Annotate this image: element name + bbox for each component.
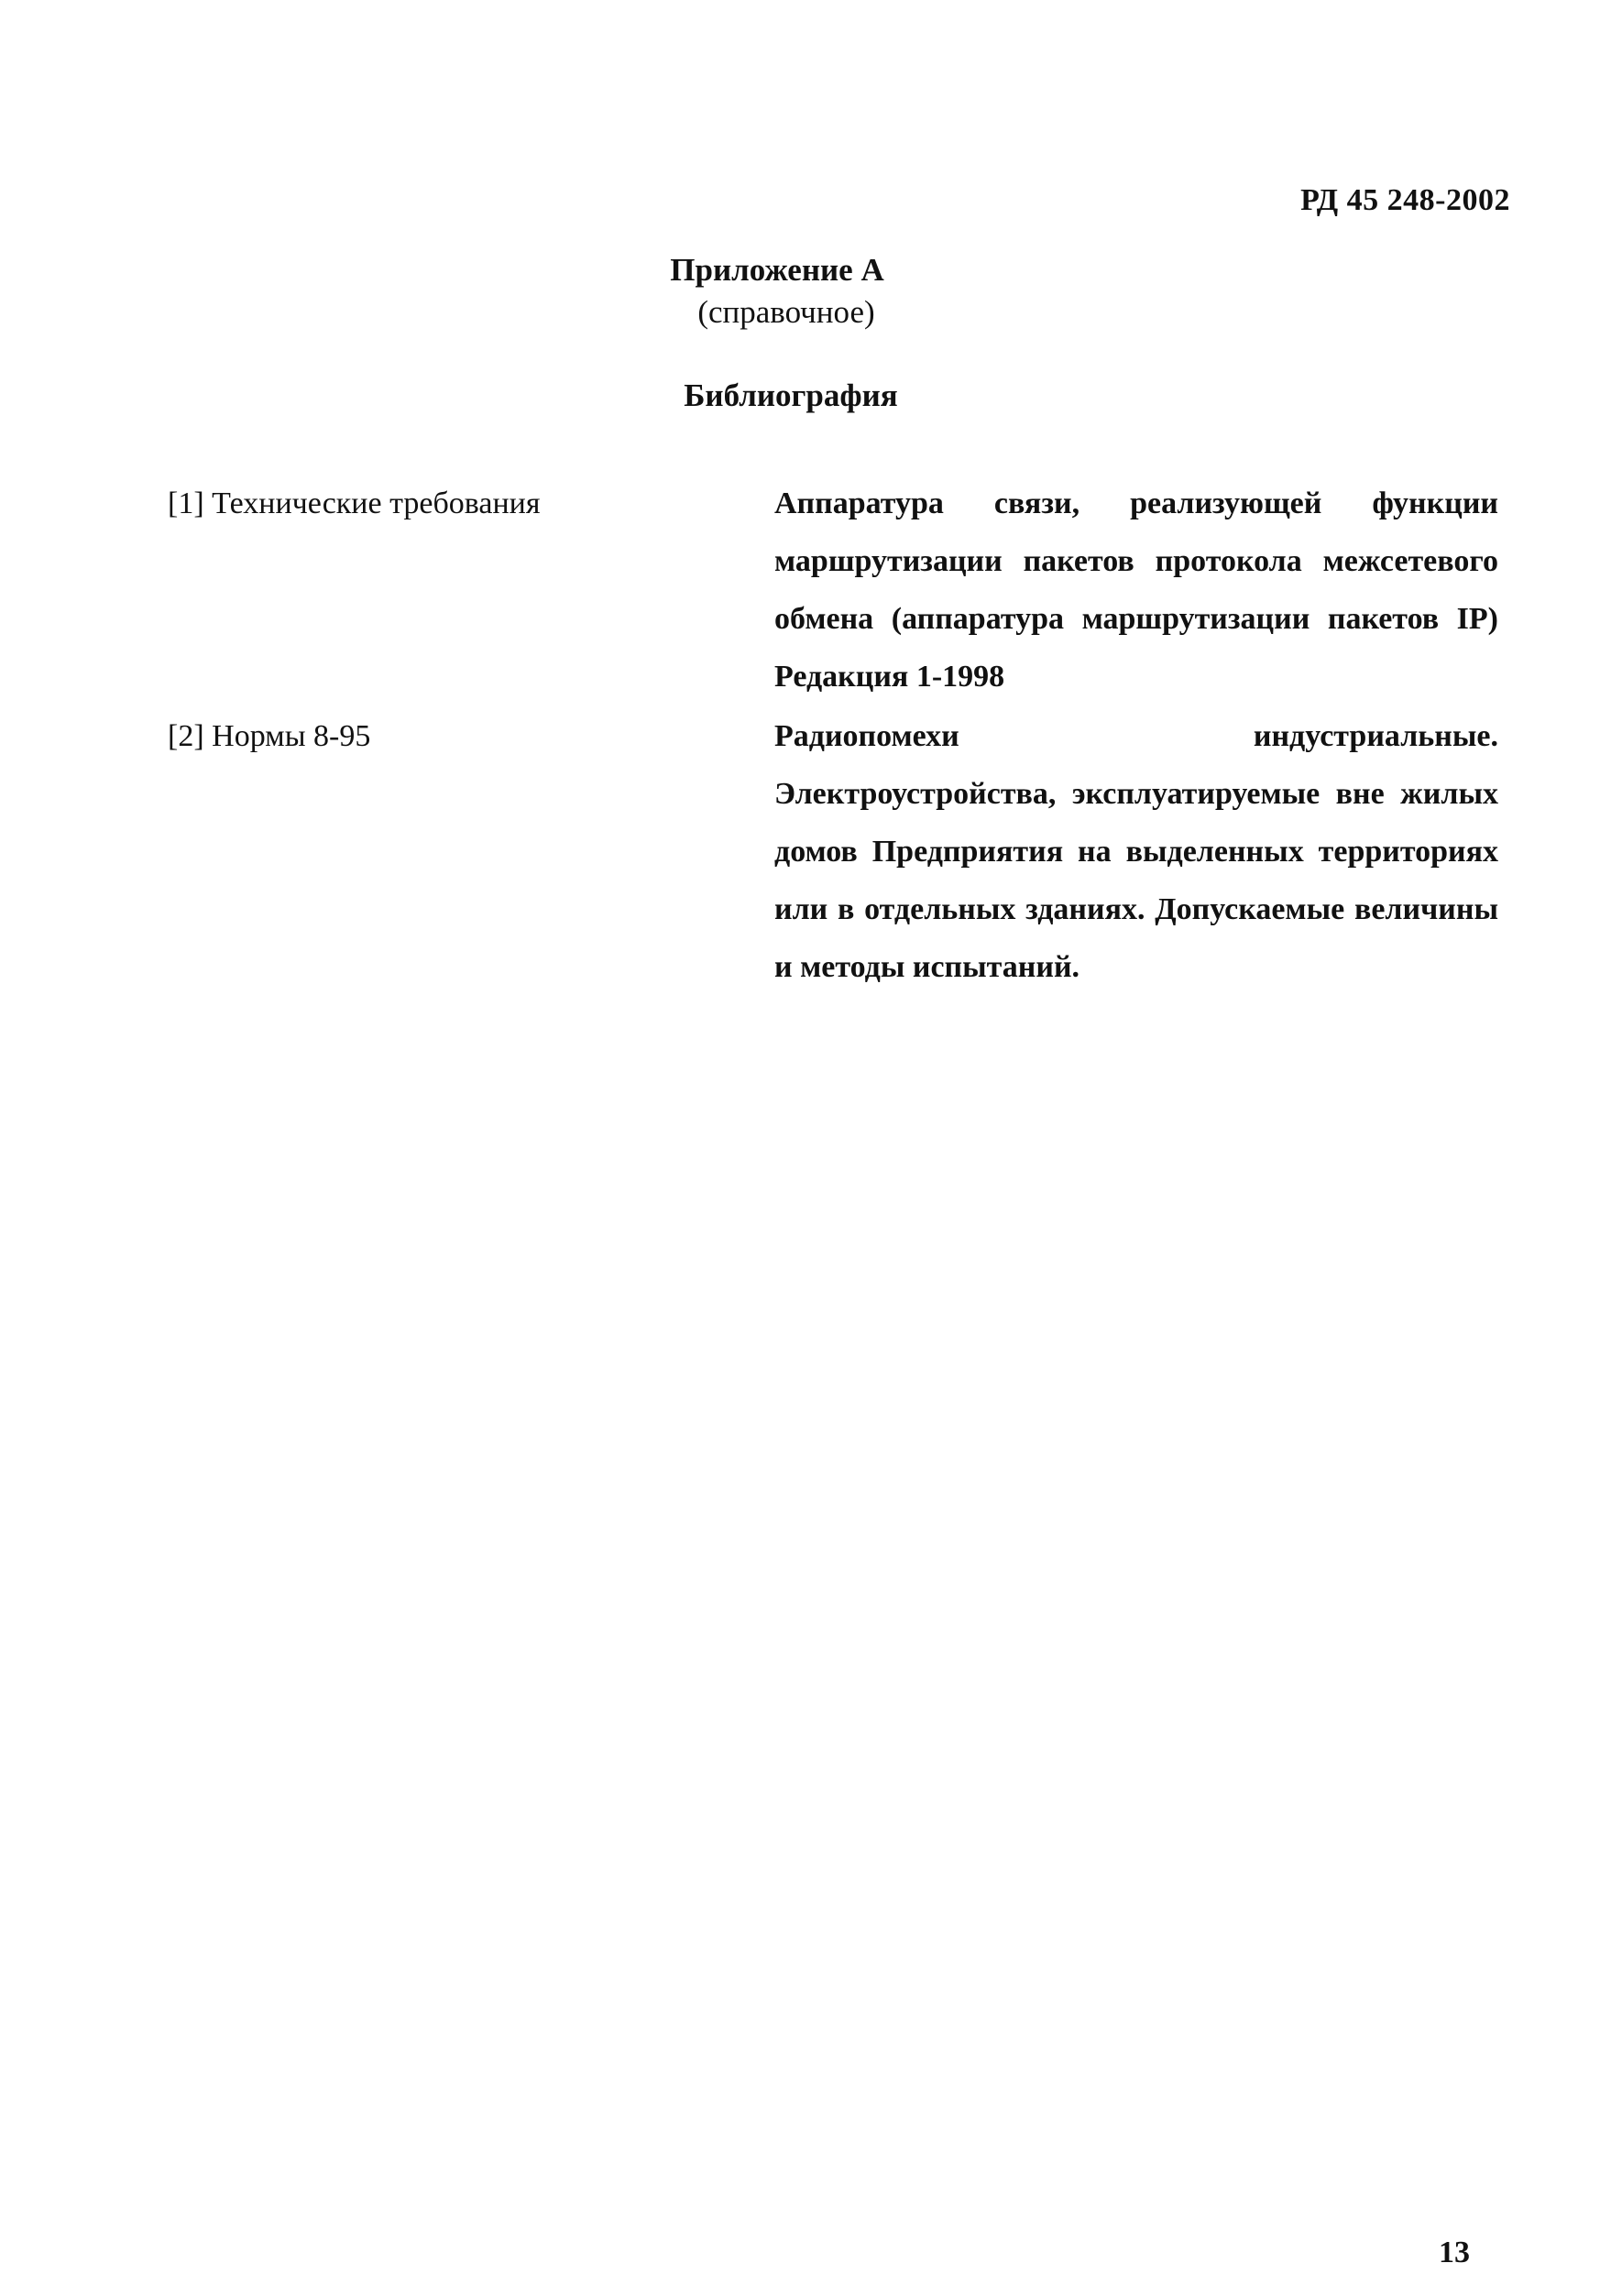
- bibliography-entry-description: Радиопомехи индустриальные. Электроустройства, эксплуатируемые вне жилых домов Предприятия на выделенных территориях или в отдельных зданиях. Допускаемые величины и методы испытаний.: [774, 719, 1498, 984]
- bibliography-entry-label: [2] Нормы 8-95: [168, 719, 371, 753]
- document-code: РД 45 248-2002: [1300, 183, 1510, 217]
- appendix-type: (справочное): [697, 294, 875, 330]
- appendix-title: Приложение А: [670, 252, 884, 288]
- appendix-heading: [0, 249, 1600, 333]
- bibliography-title: Библиография: [684, 377, 898, 413]
- bibliography-entry-label: [1] Технические требования: [168, 487, 541, 520]
- page-number: 13: [1439, 2236, 1470, 2269]
- bibliography-entry-description: Аппаратура связи, реализующей функции маршрутизации пакетов протокола межсетевого обмена (аппаратура маршрутизации пакетов IP) Редакция 1-1998: [774, 487, 1498, 694]
